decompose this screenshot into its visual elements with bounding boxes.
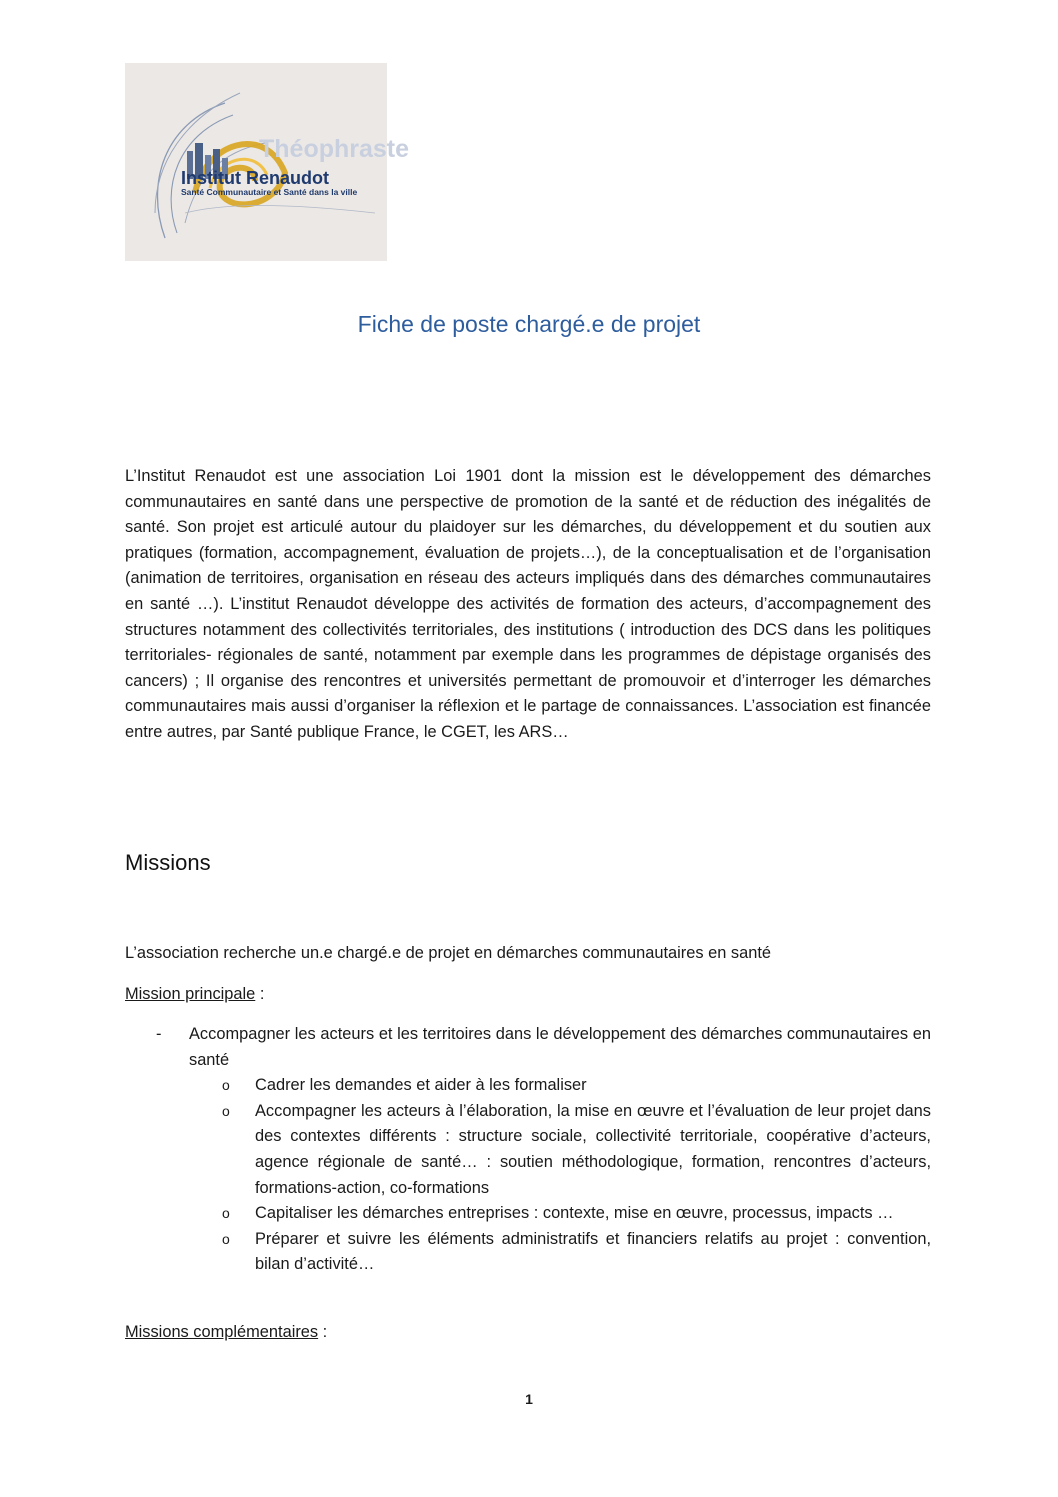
page-number: 1 <box>525 1391 533 1407</box>
sub-mission-text: Préparer et suivre les éléments administratifs et financiers relatifs au projet : convention, bilan d’activité… <box>255 1229 931 1274</box>
logo-tagline: Santé Communautaire et Santé dans la ville <box>181 187 358 197</box>
logo-name: Institut Renaudot <box>181 168 329 188</box>
main-mission-item <box>125 1022 931 1278</box>
circle-bullet: o <box>222 1205 230 1222</box>
institut-renaudot-logo <box>125 63 410 261</box>
missions-complementaires-text: Missions complémentaires <box>125 1323 319 1341</box>
sub-mission-item <box>189 1099 931 1201</box>
logo-mark-text: Théophraste <box>259 135 410 163</box>
sub-mission-item <box>189 1201 931 1227</box>
mission-principale-text: Mission principale <box>125 985 256 1003</box>
recherche-sentence: L’association recherche un.e chargé.e de projet en démarches communautaires en santé <box>125 944 771 962</box>
sub-mission-item <box>189 1227 931 1278</box>
dash-bullet: - <box>156 1025 162 1043</box>
sub-mission-item <box>189 1073 931 1099</box>
missions-complementaires-colon: : <box>318 1323 328 1341</box>
mission-principale-label <box>125 985 264 1004</box>
sub-mission-text: Capitaliser les démarches entreprises : contexte, mise en œuvre, processus, impacts … <box>255 1204 894 1223</box>
circle-bullet: o <box>222 1077 230 1094</box>
intro-paragraph: L’Institut Renaudot est une association Loi 1901 dont la mission est le développement des démarches communautaires en santé dans une perspective de promotion de la santé et de réduction des inégalités de santé. Son projet est articulé autour du plaidoyer sur les démarches, du développement et du soutien aux pratiques (formation, accompagnement, évaluation de projets…), de la conceptualisation et de l’organisation (animation de territoires, organisation en réseau des acteurs impliqués dans des démarches communautaires en santé …). L’institut Renaudot développe des activités de formation des acteurs, d’accompagnement des structures notamment des collectivités territoriales, des institutions ( introduction des DCS dans les politiques territoriales- régionales de santé, notamment par exemple dans les programmes de dépistage organisés des cancers) ; Il organise des rencontres et universités permettant de promouvoir et d’interroger les démarches communautaires mais aussi d’organiser la réflexion et le partage de connaissances. L’association est financée entre autres, par Santé publique France, le CGET, les ARS… <box>125 467 931 741</box>
document-title: Fiche de poste chargé.e de projet <box>357 311 701 337</box>
sub-mission-text: Cadrer les demandes et aider à les formaliser <box>255 1076 587 1095</box>
missions-complementaires-label <box>125 1323 327 1342</box>
main-mission-text: Accompagner les acteurs et les territoires dans le développement des démarches communautaires en santé <box>189 1025 931 1069</box>
mission-principale-colon: : <box>255 985 265 1003</box>
sub-mission-list <box>189 1073 931 1278</box>
circle-bullet: o <box>222 1102 230 1119</box>
circle-bullet: o <box>222 1230 230 1247</box>
sub-mission-text: Accompagner les acteurs à l’élaboration, la mise en œuvre et l’évaluation de leur projet dans des contextes différents : structure sociale, collectivité territoriale, coopérative d’acteurs, agence régionale de santé… : soutien méthodologique, formation, rencontres d’acteurs, formations-action, co-formations <box>255 1101 931 1197</box>
mission-principale-list <box>125 1022 931 1278</box>
missions-heading: Missions <box>125 850 211 875</box>
